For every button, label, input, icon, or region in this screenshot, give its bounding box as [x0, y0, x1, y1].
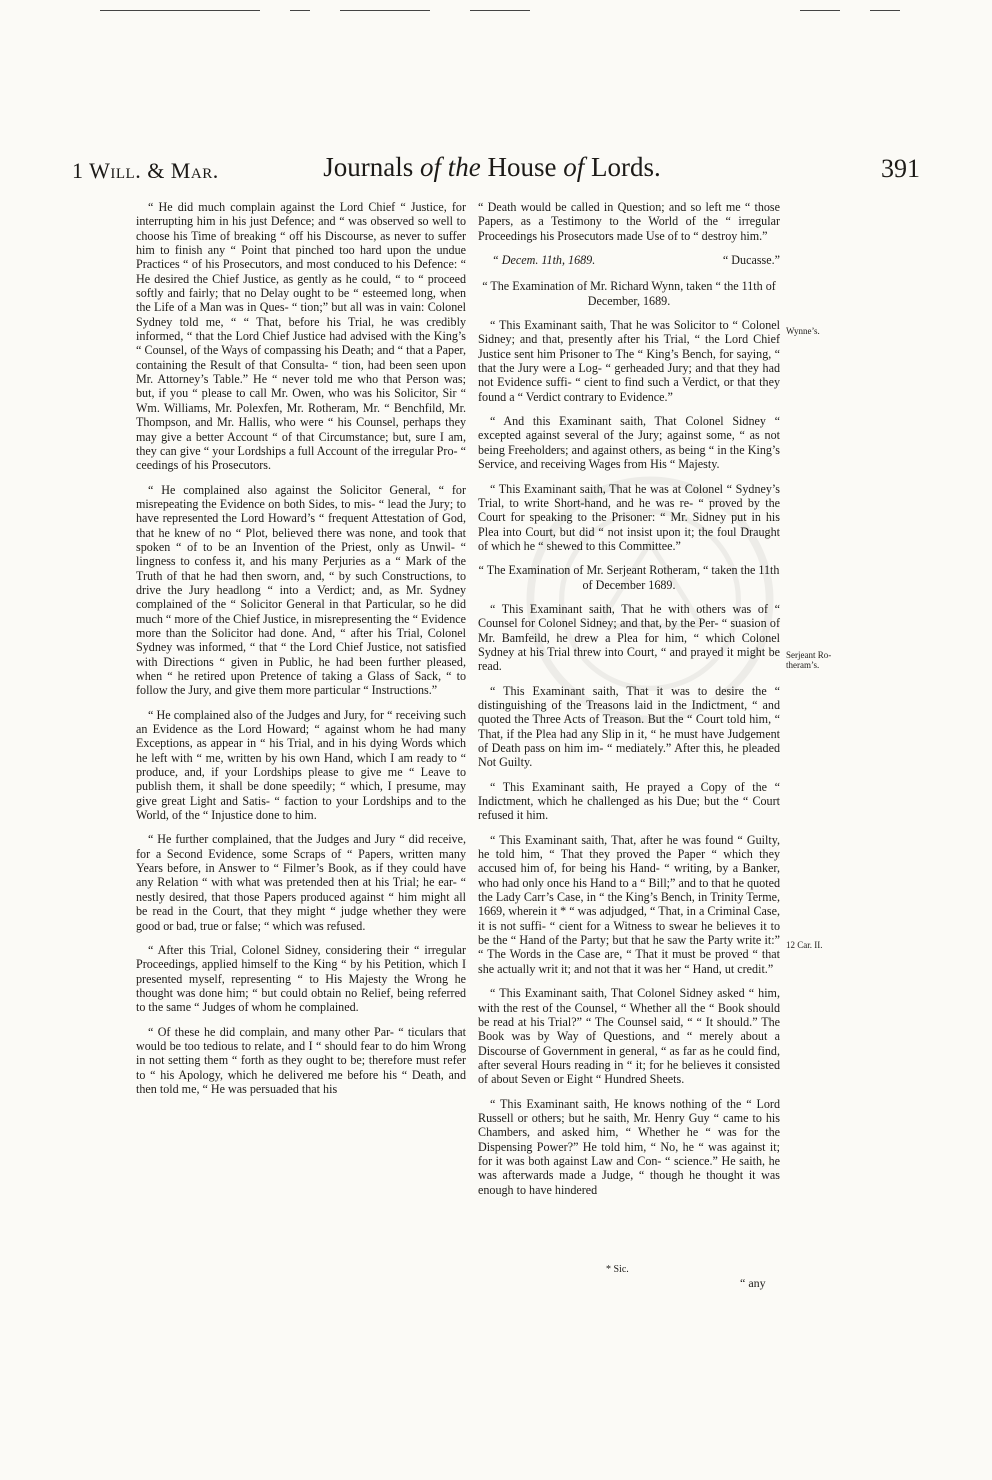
title-lords: Lords. [591, 152, 661, 182]
title-of-2: of [563, 152, 585, 182]
paragraph: “ He complained also against the Solicitor General, “ for misrepeating the Evidence on both Sides, to mis- “ lead the Jury; to have represented the Lord Howard’s “ frequent Attestation of God, that he knew of no “ Plot, believed there was none, and took that spoken “ of to be an Invention of the Priest, only as Unwil- “ lingness to confess it, and his many Perjuries as a “ Mark of the Truth of that he had then sworn, and, “ by such Constructions, to drive the Jury headlong “ into a Verdict; and, as Mr. Sydney complained of the “ Solicitor General in that Particular, so he did much “ more of the Chief Justice, in misrepresenting the “ Evidence more than the Solicitor had done. And, “ after his Trial, Colonel Sydney was informed, “ that “ the Lord Chief Justice, not satisfied with Directions “ given in Public, he had been further pleased, when “ he retired upon Pretence of taking a Glass of Sack, “ to follow the Jury, and give them more particular “ Instructions.” [136, 482, 466, 698]
title-the: the [447, 152, 481, 182]
title-of: of [419, 152, 441, 182]
paragraph: “ He complained also of the Judges and Jury, for “ receiving such an Evidence as the Lord Howard; “ against whom he had many Exceptions, as appear in “ his Trial, and in his dying Words which he left with “ me, written by his own Hand, which I am ready to “ produce, and, if your Lordships please to give me “ Leave to publish them, it shall be done speedily; “ which, I presume, may give great Light and Satis- “ faction to your Lordships and to the World, of the “ Injustice done to him. [136, 707, 466, 823]
paragraph: “ This Examinant saith, That he was Solicitor to “ Colonel Sidney; and that, presently after his Trial, “ the Lord Chief Justice sent him Prisoner to The “ King’s Bench, for saying, “ that the Jury were a Log- “ gerheaded Jury; and that they had not Evidence suffi- “ cient to find such a Verdict, or that they found a “ Verdict contrary to Evidence.” [478, 318, 780, 404]
paragraph: “ This Examinant saith, That Colonel Sidney asked “ him, with the rest of the Counsel, “ Whether all the “ Book should be read at his Trial?” “ The Counsel said, “ “ It should.” The Book was by Way of Questions, and “ merely about a Discourse of Government in general, “ as far as he could find, after several Hours reading in “ it; for he believes it consisted of about Seven or Eight “ Hundred Sheets. [478, 986, 780, 1087]
paragraph: “ This Examinant saith, That it was to desire the “ distinguishing of the Treasons laid in the Indictment, “ and quoted the Three Acts of Treason. But the “ Court told him, “ That, if the Plea had any Slip in it, “ he must have Judgement of Death pass on him im- “ mediately.” After this, he pleaded Not Guilty. [478, 683, 780, 770]
footnote: * Sic. [606, 1264, 629, 1275]
margin-note-line: theram’s. [786, 660, 820, 670]
paragraph: “ This Examinant saith, That he was at Colonel “ Sydney’s Trial, to write Short-hand, and he was re- “ proved by the Court for speaking to the Prisoner: “ Mr. Sidney put in his Plea into Court, but did “ not insist upon it; the foul Draught of which he “ shewed to this Committee.” [478, 481, 780, 553]
margin-note-line: Serjeant Ro- [786, 650, 832, 660]
title-journals: Journals [323, 152, 414, 182]
paragraph: “ This Examinant saith, He knows nothing of the “ Lord Russell or others; but he saith, Mr. Henry Guy “ came to his Chambers, and asked him, “ Whether he “ was for the Dispensing Power?” He told him, “ No, he “ was against it; for it was both against Law and Con- “ science.” He saith, he was afterwards made a Judge, “ though he thought it was enough to have hindered [478, 1096, 780, 1197]
examination-heading: “ The Examination of Mr. Richard Wynn, taken “ the 11th of December, 1689. [482, 279, 776, 308]
examination-heading: “ The Examination of Mr. Serjeant Rotheram, “ taken the 11th of December 1689. [478, 563, 780, 592]
page-number: 391 [881, 154, 920, 183]
paragraph: “ This Examinant saith, That he with others was of “ Counsel for Colonel Sidney; and that, by the Per- “ suasion of Mr. Bamfeild, he drew a Plea for him, “ which Colonel Sydney at his Trial threw into Court, “ and prayed it might be read. [478, 601, 780, 674]
paragraph: “ He did much complain against the Lord Chief “ Justice, for interrupting him in his just Defence; and “ was observed so well to choose his Time of breaking “ off his Discourse, as never to suffer him to finish any “ Point that pinched too hard upon the undue Practices “ of his Prosecutors, and most conduced to his Defence: “ He desired the Chief Justice, as gently as he could, “ to “ proceed softly and fairly; that no Delay ought to be “ esteemed long, when the Life of a Man was in Ques- “ tion;” but all was in vain: Colonel Sydney told me, “ “ That, before his Trial, he was credibly informed, “ that the Lord Chief Justice had advised with the King’s “ Counsel, of the Ways of compassing his Death; and “ that a Paper, containing the Result of that Consulta- “ tion, had been seen upon Mr. Attorney’s Table.” He “ never told me who that Person was; but, if you “ please to call Mr. Owen, who was his Solicitor, Sir “ Wm. Williams, Mr. Polexfen, Mr. Rotheram, Mr. “ Benchfild, Mr. Thompson, and Mr. Hallis, who were “ his Counsel, perhaps they may give a better Account “ of that Circumstance; but, sure I am, they can give “ your Lordships a full Account of the irregular Pro- “ ceedings of his Prosecutors. [136, 200, 466, 473]
margin-note-rotheram [786, 650, 831, 670]
date: “ Decem. 11th, 1689. [492, 253, 596, 268]
paragraph: “ Of these he did complain, and many other Par- “ ticulars that would be too tedious to relate, and I “ should fear to do him Wrong in not setting them “ forth as they ought to be; therefore must refer to “ his Apology, which he delivered me before his “ Death, and then told me, “ He was persuaded that his [136, 1024, 466, 1096]
left-column [136, 200, 466, 1106]
paragraph: “ Death would be called in Question; and so left me “ those Papers, as a Testimony to the World of the “ irregular Proceedings his Prosecutors made Use of to “ destroy him.” [478, 200, 780, 243]
paragraph: “ After this Trial, Colonel Sidney, considering their “ irregular Proceedings, applied himself to the King “ by his Petition, which I presented myself, representing “ to His Majesty the Wrong he thought was done him; “ but could obtain no Relief, being referred to the same “ Judges of whom he complained. [136, 942, 466, 1015]
paragraph: “ This Examinant saith, That, after he was found “ Guilty, he told him, “ That they proved the Paper “ which they accused him of, for being his Hand- “ writing, by a Banker, who had only once his Hand to a “ Bill;” and to that he quoted the Lady Carr’s Case, in “ the King’s Bench, in Trinity Terme, 1669, wherein it * “ was adjudged, “ That, in a Criminal Case, it is not suffi- “ cient for a Witness to swear he believes it to be the “ Hand of the Party; but that he saw the Party write it:” “ The Words in the Case are, “ That it must be proved “ that she actually writ it; and not that it was her “ Hand, ut credit.” [478, 832, 780, 976]
paragraph: “ He further complained, that the Judges and Jury “ did receive, for a Second Evidence, some Scraps of “ Papers, written many Years before, in Answer to “ Filmer’s Book, as if they could have any Relation “ with what was pretended then at his Trial; he ear- “ nestly desired, that those Papers produced against “ him might all be read in the Court, that they might “ judge whether they were good or bad, true or false; “ which was refused. [136, 832, 466, 933]
margin-note-wynn: Wynne’s. [786, 326, 820, 336]
page-header [72, 150, 920, 190]
margin-note-car: 12 Car. II. [786, 940, 823, 950]
title-house: House [487, 152, 557, 182]
catchword: “ any [740, 1276, 766, 1290]
paragraph: “ This Examinant saith, He prayed a Copy of the “ Indictment, which he challenged as his Due; but the “ Court refused it him. [478, 779, 780, 823]
regnal-year: 1 Will. & Mar. [72, 158, 219, 183]
date-signature-line [492, 253, 780, 267]
paragraph: “ And this Examinant saith, That Colonel Sidney “ excepted against several of the Jury; against some, “ as not being Freeholders; and against others, as being “ in the King’s Service, and receiving Wages from His “ Majesty. [478, 414, 780, 472]
top-edge-rule [100, 10, 902, 12]
right-column [478, 200, 780, 1207]
running-title [312, 152, 672, 183]
signatory: “ Ducasse.” [722, 253, 780, 268]
